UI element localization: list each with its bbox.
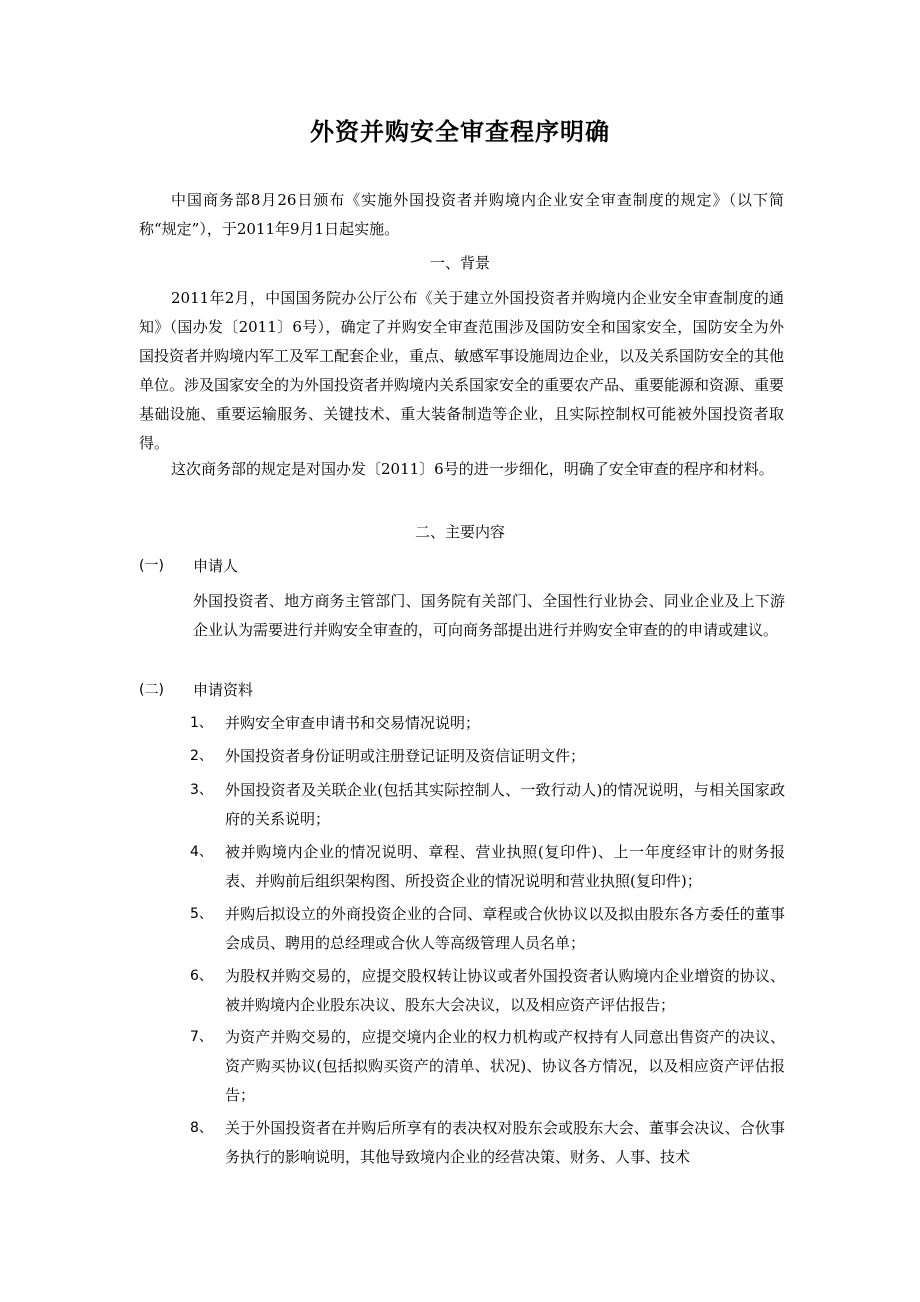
list-item-text: 为资产并购交易的，应提交境内企业的权力机构或产权持有人同意出售资产的决议、资产购买协议(包括拟购买资产的清单、状况)、协议各方情况，以及相应资产评估报告； <box>225 1028 785 1104</box>
subsection-body-applicant: 外国投资者、地方商务主管部门、国务院有关部门、全国性行业协会、同业企业及上下游企业认为需要进行并购安全审查的，可向商务部提出进行并购安全审查的的申请或建议。 <box>193 592 785 639</box>
subsection-label-2: (二) <box>139 682 164 698</box>
list-item-number: 1、 <box>190 715 213 731</box>
list-item-text: 外国投资者及关联企业(包括其实际控制人、一致行动人)的情况说明，与相关国家政府的关系说明； <box>225 781 785 828</box>
document-title: 外资并购安全审查程序明确 <box>310 118 610 146</box>
list-item-number: 8、 <box>190 1120 213 1136</box>
list-item-text: 并购后拟设立的外商投资企业的合同、章程或合伙协议以及拟由股东各方委任的董事会成员、聘用的总经理或合伙人等高级管理人员名单； <box>225 905 785 952</box>
background-paragraph-1: 2011年2月，中国国务院办公厅公布《关于建立外国投资者并购境内企业安全审查制度的通知》（国办发〔2011〕6号），确定了并购安全审查范围涉及国防安全和国家安全，国防安全为外国投资者并购境内军工及军工配套企业，重点、敏感军事设施周边企业，以及关系国防安全的其他单位。涉及国家安全的为外国投资者并购境内关系国家安全的重要农产品、重要能源和资源、重要基础设施、重要运输服务、关键技术、重大装备制造等企业，且实际控制权可能被外国投资者取得。 <box>139 289 785 452</box>
list-item-text: 关于外国投资者在并购后所享有的表决权对股东会或股东大会、董事会决议、合伙事务执行的影响说明，其他导致境内企业的经营决策、财务、人事、技术 <box>225 1119 785 1166</box>
list-item-number: 5、 <box>190 906 213 922</box>
subsection-label-1: (一) <box>139 558 164 574</box>
subsection-title-materials: 申请资料 <box>193 681 254 699</box>
section-heading-main-content: 二、主要内容 <box>414 523 505 541</box>
list-item-number: 2、 <box>190 748 213 764</box>
list-item-number: 4、 <box>190 844 213 860</box>
list-item-text: 被并购境内企业的情况说明、章程、营业执照(复印件)、上一年度经审计的财务报表、并购前后组织架构图、所投资企业的情况说明和营业执照(复印件)； <box>225 843 785 890</box>
list-item-text: 并购安全审查申请书和交易情况说明； <box>225 714 481 732</box>
background-paragraph-2: 这次商务部的规定是对国办发〔2011〕6号的进一步细化，明确了安全审查的程序和材料。 <box>171 460 774 478</box>
list-item-number: 6、 <box>190 968 213 984</box>
intro-paragraph: 中国商务部8月26日颁布《实施外国投资者并购境内企业安全审查制度的规定》（以下简称“规定”），于2011年9月1日起实施。 <box>139 191 784 238</box>
section-heading-background: 一、背景 <box>429 254 490 272</box>
list-item-text: 为股权并购交易的，应提交股权转让协议或者外国投资者认购境内企业增资的协议、被并购境内企业股东决议、股东大会决议，以及相应资产评估报告； <box>225 967 785 1014</box>
subsection-title-applicant: 申请人 <box>193 557 239 575</box>
list-item-number: 3、 <box>190 782 213 798</box>
list-item-number: 7、 <box>190 1029 213 1045</box>
list-item-text: 外国投资者身份证明或注册登记证明及资信证明文件； <box>225 747 586 765</box>
